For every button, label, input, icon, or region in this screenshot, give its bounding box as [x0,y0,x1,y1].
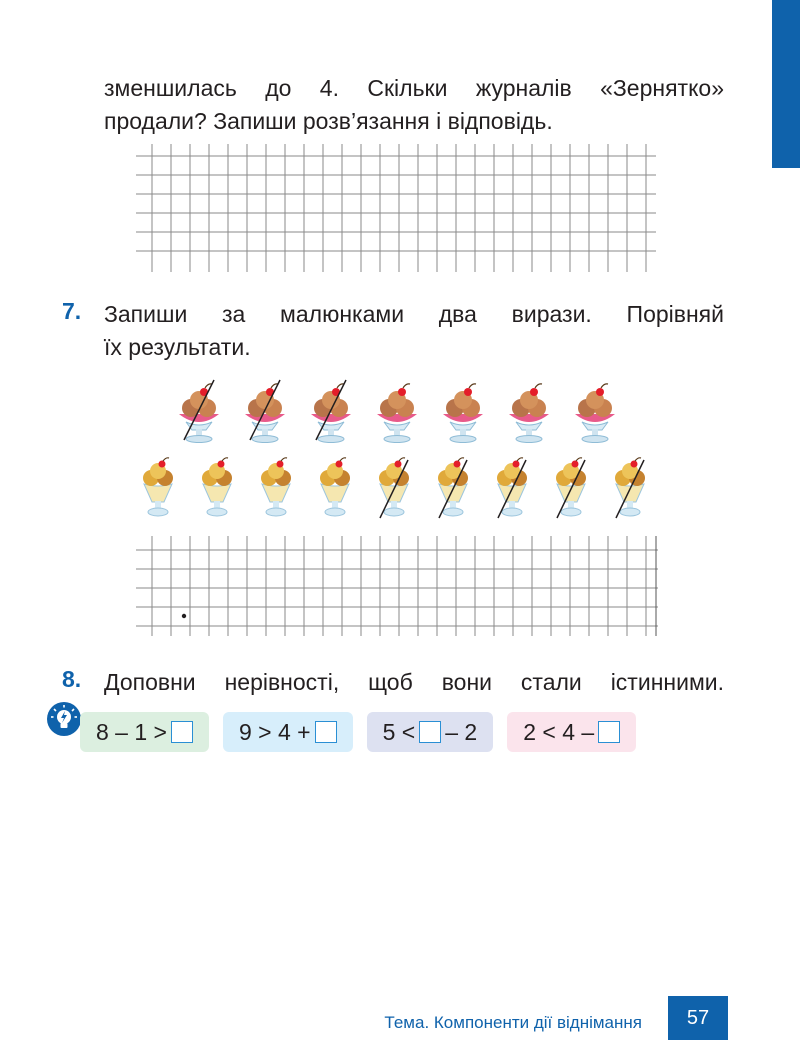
side-tab [772,0,800,168]
lightbulb-hint-icon [47,702,81,736]
answer-box-1[interactable] [171,721,193,743]
inequality-4 [507,712,636,752]
answer-grid-2[interactable] [136,536,658,636]
dot-marker [182,614,186,618]
ice-cream-bowl-icon [374,378,420,444]
task-8-number: 8. [62,666,82,692]
intro-line-1: зменшилась до 4. Скільки журналів «Зернятко» [104,75,724,101]
inequality-2 [223,712,353,752]
answer-box-4[interactable] [598,721,620,743]
inequalities-row [80,712,636,752]
inequality-4-left: 2 < 4 – [523,718,595,745]
ice-cream-cup-icon [197,454,237,520]
ice-cream-cup-icon [256,454,296,520]
ice-cream-bowl-icon [308,378,354,444]
answer-box-2[interactable] [315,721,337,743]
inequality-1 [80,712,209,752]
task-8-text [104,666,724,699]
ice-cream-cup-icon [138,454,178,520]
answer-box-3[interactable] [419,721,441,743]
ice-cream-bowl-icon [506,378,552,444]
inequality-3 [367,712,494,752]
intro-paragraph [104,72,724,138]
inequality-2-left: 9 > 4 + [238,718,311,745]
ice-cream-bowl-icon [572,378,618,444]
ice-cream-bowl-icon [242,378,288,444]
intro-line-2: продали? Запиши розв’язання і відповідь. [104,108,553,134]
ice-cream-bowl-icon [176,378,222,444]
ice-cream-cup-icon [433,454,473,520]
task-8-line: Доповни нерівності, щоб вони стали істинними. [104,669,724,695]
task-7-line-1: Запиши за малюнками два вирази. Порівняй [104,301,724,327]
task-7-number: 7. [62,298,82,324]
page-number: 57 [668,996,728,1040]
ice-cream-cup-icon [374,454,414,520]
task-7-line-2: їх результати. [104,334,251,360]
ice-cream-cup-icon [492,454,532,520]
ice-cream-bowl-icon [440,378,486,444]
answer-grid-1[interactable] [136,144,656,272]
inequality-1-left: 8 – 1 > [96,718,167,745]
inequality-3-right: – 2 [445,718,478,745]
ice-cream-cup-icon [315,454,355,520]
task-7-text [104,298,724,364]
ice-cream-cup-icon [610,454,650,520]
footer-topic: Тема. Компоненти дії віднімання [384,1013,642,1032]
ice-cream-cup-icon [551,454,591,520]
inequality-3-left: 5 < [382,718,416,745]
